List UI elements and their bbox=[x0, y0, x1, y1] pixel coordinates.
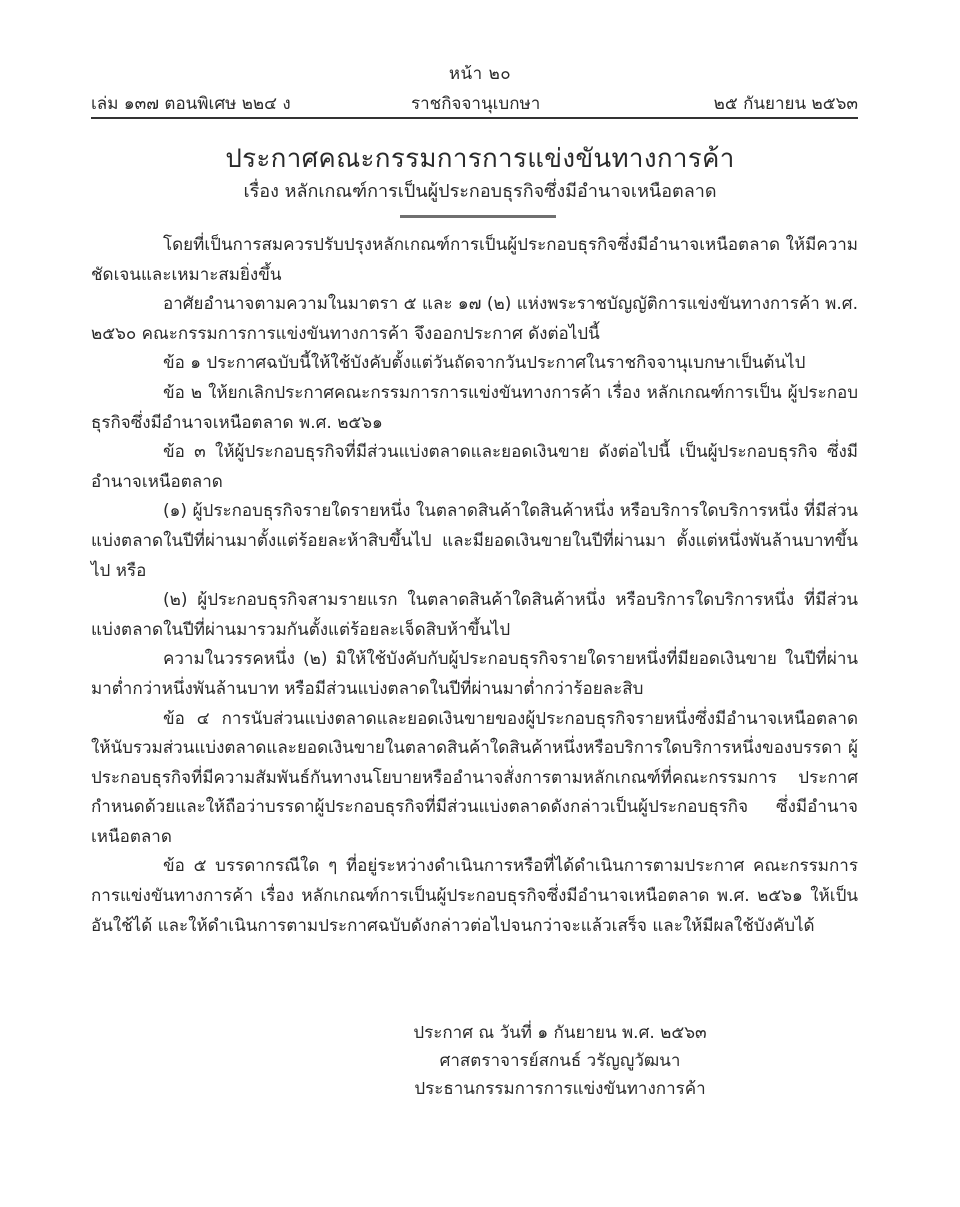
clause-3: ข้อ ๓ ให้ผู้ประกอบธุรกิจที่มีส่วนแบ่งตลาดและยอดเงินขาย ดังต่อไปนี้ เป็นผู้ประกอบธุรกิจ ซึ่งมีอำนาจเหนือตลาด bbox=[91, 442, 858, 492]
announcement-date: ประกาศ ณ วันที่ ๑ กันยายน พ.ศ. ๒๕๖๓ bbox=[413, 1023, 707, 1043]
clause-5: ข้อ ๕ บรรดากรณีใด ๆ ที่อยู่ระหว่างดำเนินการหรือที่ได้ดำเนินการตามประกาศ คณะกรรมการการแข่งขันทางการค้า เรื่อง หลักเกณฑ์การเป็นผู้ประกอบธุรกิจซึ่งมีอำนาจเหนือตลาด พ.ศ. ๒๕๖๑ ให้เป็นอันใช้ได้ และให้ดำเนินการตามประกาศฉบับดังกล่าวต่อไปจนกว่าจะแล้วเสร็จ และให้มีผลใช้บังคับได้ bbox=[91, 856, 858, 936]
clause-2: ข้อ ๒ ให้ยกเลิกประกาศคณะกรรมการการแข่งขันทางการค้า เรื่อง หลักเกณฑ์การเป็น ผู้ประกอบธุรกิจซึ่งมีอำนาจเหนือตลาด พ.ศ. ๒๕๖๑ bbox=[91, 382, 858, 433]
volume-issue: เล่ม ๑๓๗ ตอนพิเศษ ๒๒๔ ง bbox=[91, 94, 291, 114]
preamble-paragraph: โดยที่เป็นการสมควรปรับปรุงหลักเกณฑ์การเป็นผู้ประกอบธุรกิจซึ่งมีอำนาจเหนือตลาด ให้มีความชัดเจนและเหมาะสมยิ่งขึ้น bbox=[91, 235, 858, 285]
document-subject: เรื่อง หลักเกณฑ์การเป็นผู้ประกอบธุรกิจซึ่งมีอำนาจเหนือตลาด bbox=[243, 181, 717, 202]
authority-paragraph: อาศัยอำนาจตามความในมาตรา ๕ และ ๑๗ (๒) แห่งพระราชบัญญัติการแข่งขันทางการค้า พ.ศ. ๒๕๖๐ คณะกรรมการการแข่งขันทางการค้า จึงออกประกาศ ดังต่อไปนี้ bbox=[91, 294, 858, 344]
header-divider bbox=[91, 117, 858, 119]
clause-3-exception: ความในวรรคหนึ่ง (๒) มิให้ใช้บังคับกับผู้ประกอบธุรกิจรายใดรายหนึ่งที่มียอดเงินขาย ในปีที่ผ่านมาต่ำกว่าหนึ่งพันล้านบาท หรือมีส่วนแบ่งตลาดในปีที่ผ่านมาต่ำกว่าร้อยละสิบ bbox=[91, 649, 858, 699]
clause-1: ข้อ ๑ ประกาศฉบับนี้ให้ใช้บังคับตั้งแต่วันถัดจากวันประกาศในราชกิจจานุเบกษาเป็นต้นไป bbox=[163, 353, 806, 374]
signatory-name: ศาสตราจารย์สกนธ์ วรัญญูวัฒนา bbox=[439, 1051, 681, 1071]
title-divider bbox=[400, 215, 556, 218]
clause-4: ข้อ ๔ การนับส่วนแบ่งตลาดและยอดเงินขายของผู้ประกอบธุรกิจรายหนึ่งซึ่งมีอำนาจเหนือตลาด ให้นับรวมส่วนแบ่งตลาดและยอดเงินขายในตลาดสินค้าใดสินค้าหนึ่งหรือบริการใดบริการหนึ่งของบรรดา ผู้ประกอบธุรกิจที่มีความสัมพันธ์กันทางนโยบายหรืออำนาจสั่งการตามหลักเกณฑ์ที่คณะกรรมการ ประกาศกำหนดด้วยและให้ถือว่าบรรดาผู้ประกอบธุรกิจที่มีส่วนแบ่งตลาดดังกล่าวเป็นผู้ประกอบธุรกิจ ซึ่งมีอำนาจเหนือตลาด bbox=[91, 708, 858, 847]
clause-3-item-2: (๒) ผู้ประกอบธุรกิจสามรายแรก ในตลาดสินค้าใดสินค้าหนึ่ง หรือบริการใดบริการหนึ่ง ที่มีส่วนแบ่งตลาดในปีที่ผ่านมารวมกันตั้งแต่ร้อยละเจ็ดสิบห้าขึ้นไป bbox=[91, 590, 858, 640]
running-head bbox=[91, 90, 858, 116]
clause-3-item-1: (๑) ผู้ประกอบธุรกิจรายใดรายหนึ่ง ในตลาดสินค้าใดสินค้าหนึ่ง หรือบริการใดบริการหนึ่ง ที่มีส่วนแบ่งตลาดในปีที่ผ่านมาตั้งแต่ร้อยละห้าสิบขึ้นไป และมียอดเงินขายในปีที่ผ่านมา ตั้งแต่หนึ่งพันล้านบาทขึ้นไป หรือ bbox=[91, 501, 858, 581]
signatory-position: ประธานกรรมการการแข่งขันทางการค้า bbox=[414, 1079, 706, 1099]
document-body bbox=[91, 231, 858, 941]
signature-block bbox=[360, 1019, 760, 1103]
document-title: ประกาศคณะกรรมการการแข่งขันทางการค้า bbox=[225, 144, 735, 174]
page-number: หน้า ๒๐ bbox=[448, 64, 512, 84]
publication-date: ๒๕ กันยายน ๒๕๖๓ bbox=[713, 94, 858, 114]
gazette-name: ราชกิจจานุเบกษา bbox=[411, 94, 541, 114]
